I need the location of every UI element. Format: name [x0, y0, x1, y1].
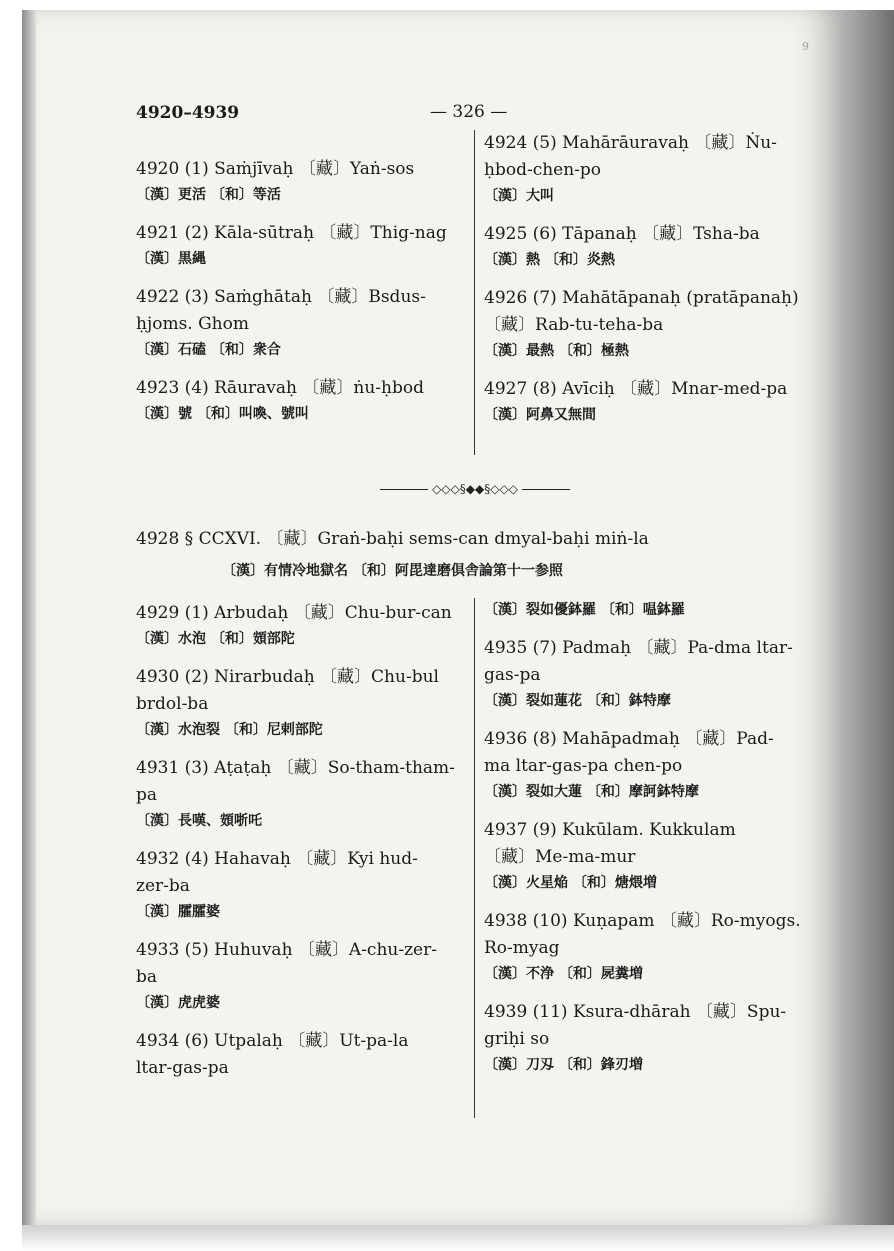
- entry-translation: 〔漢〕阿鼻又無間: [484, 407, 596, 423]
- dictionary-entry: [484, 726, 824, 804]
- entry-range-header: 4920–4939: [136, 103, 240, 123]
- entry-translation: 〔漢〕黒縄: [136, 251, 206, 267]
- entry-continuation: ḥbod-chen-po: [484, 160, 602, 180]
- entry-headline: 4939 (11) Ksura-dhārah 〔藏〕Spu-: [484, 1002, 787, 1022]
- dictionary-entry: [484, 999, 824, 1077]
- dictionary-entry: [136, 846, 466, 924]
- entry-continuation: gas-pa: [484, 665, 541, 685]
- block1-left-column: [136, 156, 466, 439]
- book-spine-shadow: [22, 10, 36, 1225]
- entry-continuation: ba: [136, 967, 158, 987]
- dictionary-entry: [484, 130, 824, 208]
- dictionary-entry: [136, 156, 466, 207]
- entry-translation: 〔漢〕裂如蓮花 〔和〕鉢特摩: [484, 693, 671, 709]
- entry-headline: 4938 (10) Kuṇapam 〔藏〕Ro-myogs.: [484, 911, 801, 931]
- entry-translation: 〔漢〕裂如大蓮 〔和〕摩訶鉢特摩: [484, 784, 699, 800]
- entry-headline: 4922 (3) Saṁghātaḥ 〔藏〕Bsdus-: [136, 287, 426, 307]
- entry-headline: 4937 (9) Kukūlam. Kukkulam: [484, 820, 736, 840]
- column-divider: [474, 130, 475, 455]
- dictionary-entry: [136, 284, 466, 362]
- entry-translation: 〔漢〕最熱 〔和〕極熱: [484, 343, 629, 359]
- entry-continuation: zer-ba: [136, 876, 190, 896]
- entry-headline: 4927 (8) Avīciḥ 〔藏〕Mnar-med-pa: [484, 379, 788, 399]
- entry-headline: 4923 (4) Rāuravaḥ 〔藏〕ṅu-ḥbod: [136, 378, 424, 398]
- entry-translation: 〔漢〕石磕 〔和〕衆合: [136, 342, 281, 358]
- entry-translation: 〔漢〕水泡裂 〔和〕尼剌部陀: [136, 722, 323, 738]
- entry-headline: 4931 (3) Aṭaṭaḥ 〔藏〕So-tham-tham-: [136, 758, 455, 778]
- dictionary-entry: [484, 221, 824, 272]
- entry-headline: 4921 (2) Kāla-sūtraḥ 〔藏〕Thig-nag: [136, 223, 447, 243]
- entry-translation: 〔漢〕不浄 〔和〕屍糞増: [484, 966, 643, 982]
- column-divider: [474, 598, 475, 1118]
- entry-continuation: griḥi so: [484, 1029, 550, 1049]
- entry-headline: 4925 (6) Tāpanaḥ 〔藏〕Tsha-ba: [484, 224, 760, 244]
- entry-continuation: ltar-gas-pa: [136, 1058, 229, 1078]
- entry-translation: 〔漢〕虎虎婆: [136, 995, 220, 1011]
- dictionary-entry: [484, 376, 824, 427]
- block2-right-column: [484, 598, 824, 1090]
- block2-left-column: [136, 600, 466, 1095]
- entry-translation: 〔漢〕水泡 〔和〕頞部陀: [136, 631, 295, 647]
- entry-continuation: pa: [136, 785, 158, 805]
- section-heading: 4928 § CCXVI. 〔藏〕Graṅ-baḥi sems-can dmyal-baḥi miṅ-la: [136, 529, 649, 549]
- entry-headline: 4934 (6) Utpalaḥ 〔藏〕Ut-pa-la: [136, 1031, 409, 1051]
- corner-mark: 9: [802, 40, 809, 53]
- page-edge-shadow: [840, 10, 894, 1225]
- dictionary-entry: [136, 220, 466, 271]
- entry-headline: 4933 (5) Huhuvaḥ 〔藏〕A-chu-zer-: [136, 940, 437, 960]
- dictionary-entry: [136, 755, 466, 833]
- entry-headline: 4935 (7) Padmaḥ 〔藏〕Pa-dma ltar-: [484, 638, 793, 658]
- dictionary-entry: [484, 635, 824, 713]
- dictionary-entry: [136, 937, 466, 1015]
- dictionary-entry: [484, 598, 824, 622]
- dictionary-entry: [136, 375, 466, 426]
- entry-translation: 〔漢〕號 〔和〕叫喚、號叫: [136, 406, 309, 422]
- entry-translation: 〔漢〕更活 〔和〕等活: [136, 187, 281, 203]
- dictionary-entry: [484, 908, 824, 986]
- entry-translation: 〔漢〕大叫: [484, 188, 554, 204]
- block1-right-column: [484, 130, 824, 440]
- dictionary-entry: [136, 600, 466, 651]
- entry-translation: 〔漢〕熱 〔和〕炎熱: [484, 252, 615, 268]
- entry-headline: 4926 (7) Mahātāpanaḥ (pratāpanaḥ): [484, 288, 799, 308]
- entry-continuation: Ro-myag: [484, 938, 560, 958]
- entry-continuation: 〔藏〕Rab-tu-teha-ba: [484, 315, 664, 335]
- entry-translation: 〔漢〕裂如優鉢羅 〔和〕嗢鉢羅: [484, 602, 685, 618]
- entry-continuation: ma ltar-gas-pa chen-po: [484, 756, 683, 776]
- entry-headline: 4936 (8) Mahāpadmaḥ 〔藏〕Pad-: [484, 729, 774, 749]
- page-number: — 326 —: [430, 102, 508, 122]
- entry-continuation: brdol-ba: [136, 694, 209, 714]
- entry-continuation: 〔藏〕Me-ma-mur: [484, 847, 636, 867]
- dictionary-entry: [136, 1028, 466, 1082]
- section-subheading: 〔漢〕有情冷地獄名 〔和〕阿毘達磨倶舎論第十一参照: [222, 563, 563, 579]
- entry-translation: 〔漢〕刀刄 〔和〕鋒刃増: [484, 1057, 643, 1073]
- entry-headline: 4929 (1) Arbudaḥ 〔藏〕Chu-bur-can: [136, 603, 452, 623]
- entry-translation: 〔漢〕長嘆、頞哳吒: [136, 813, 262, 829]
- entry-headline: 4920 (1) Saṁjīvaḥ 〔藏〕Yaṅ-sos: [136, 159, 415, 179]
- entry-headline: 4932 (4) Hahavaḥ 〔藏〕Kyi hud-: [136, 849, 418, 869]
- entry-headline: 4930 (2) Nirarbudaḥ 〔藏〕Chu-bul: [136, 667, 439, 687]
- entry-translation: 〔漢〕臛臛婆: [136, 904, 220, 920]
- entry-headline: 4924 (5) Mahārāuravaḥ 〔藏〕Ṅu-: [484, 133, 777, 153]
- dictionary-entry: [484, 817, 824, 895]
- bottom-edge: [22, 1225, 894, 1251]
- dictionary-entry: [136, 664, 466, 742]
- entry-continuation: ḥjoms. Ghom: [136, 314, 249, 334]
- dictionary-entry: [484, 285, 824, 363]
- section-ornament: ◇◇◇§◆◆§◇◇◇: [380, 479, 570, 499]
- entry-translation: 〔漢〕火星焔 〔和〕煻煨増: [484, 875, 657, 891]
